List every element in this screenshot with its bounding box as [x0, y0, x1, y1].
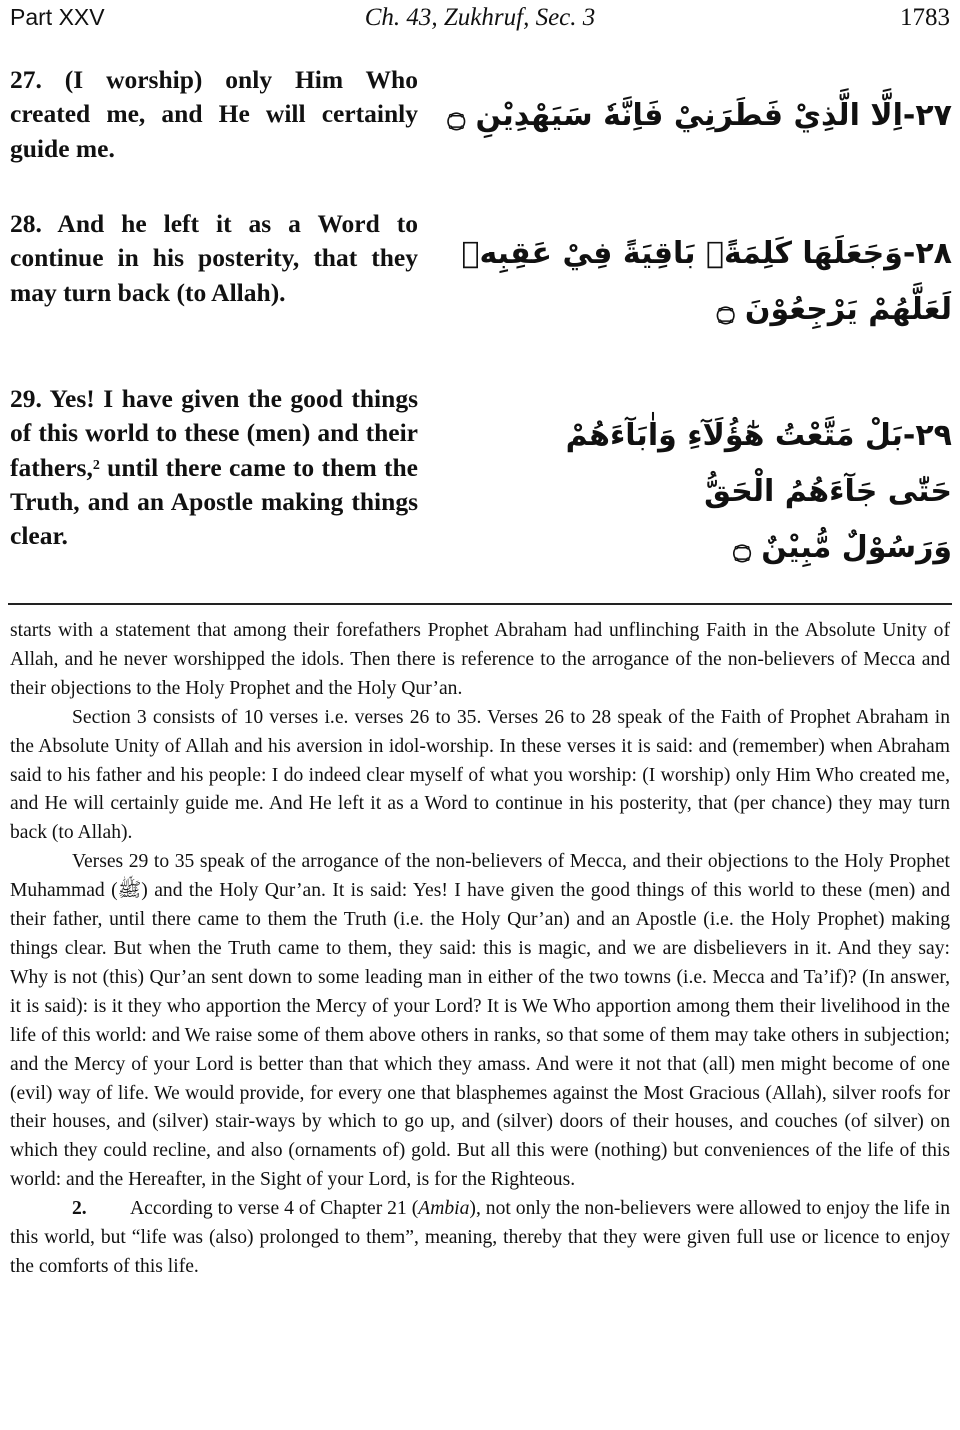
commentary-paragraph: starts with a statement that among their forefathers Prophet Abraham had unflinching Faith in the Absolute Unity of Allah, and he never worshipped the idols. Then there is reference to the arrogance of the non-believers of Mecca and their objections to the Holy Prophet and the Holy Qur’an.	[10, 620, 950, 699]
verse-28-arabic	[461, 226, 952, 338]
paragraph-text: ) and the Holy Qur’an. It is said: Yes! I have given the good things of this world to these (men) and their father, until there came to them the Truth (i.e. the Holy Qur’an) and an Apostle (i.e. the Holy Prophet) making things clear. But when the Truth came to them, they said: this is magic, and we are disbelievers in it. And they say: Why is not (this) Qur’an sent down to some leading man in either of the two towns (i.e. Mecca and Ta’if)? (In answer, it is said): is it they who apportion the Mercy of your Lord? It is We Who apportion among them their livelihood in the life of this world: and We raise some of them above others in ranks, so that some of them may take others in subjection; and the Mercy of your Lord is better than that which they amass. And were it not that (all) men might become of one (evil) way of life. We would provide, for every one that blasphemes against the Most Gracious (Allah), silver roofs for their houses, and (silver) stair-ways by which to go up, and (silver) doors of their houses, and couches (of silver) on which they could recline, and also (ornaments of) gold. But all this were (nothing) but conveniences of the life of this world: and the Hereafter, in the Sight of your Lord, is for the Righteous.	[10, 880, 950, 1191]
footnote-paragraph	[10, 1195, 950, 1282]
commentary-paragraph: Section 3 consists of 10 verses i.e. verses 26 to 35. Verses 26 to 28 speak of the Faith of Prophet Abraham in the Absolute Unity of Allah and his aversion in idol-worship. In these verses it is said: and (remember) when Abraham said to his father and his people: I do indeed clear myself of what you worship: (I worship) only Him Who created me, and He will certainly guide me. And He left it as a Word to continue in his posterity, that (per chance) they may turn back (to Allah).	[10, 706, 950, 844]
verse-29-translation	[10, 382, 418, 553]
commentary	[10, 617, 950, 1282]
page-header	[10, 4, 950, 34]
footnote-text: ), not only the non-believers were allowed to enjoy the life in this world, but “life was (also) prolonged to them”, meaning, thereby that they were given full use or licence to enjoy the comforts of this life.	[10, 1198, 950, 1277]
verse-28-translation: 28. And he left it as a Word to continue in his posterity, that they may turn back (to Allah).	[10, 209, 418, 307]
part-label: Part XXV	[10, 4, 105, 30]
arabic-line: وَرَسُوْلٌ مُّبِيْنٌ ۝	[733, 530, 952, 565]
arabic-line: ٢٨-وَجَعَلَهَا كَلِمَةًۢ بَاقِيَةً فِيْ عَقِبِهٖ	[461, 236, 952, 271]
salutation-symbol: ﷺ	[117, 880, 142, 902]
chapter-name-italic: Ambia	[418, 1198, 470, 1220]
footnote-text: According to verse 4 of Chapter 21 (	[130, 1198, 419, 1220]
footnote-marker: 2	[92, 457, 100, 473]
section-divider	[8, 603, 952, 605]
arabic-line: حَتّٰى جَآءَهُمُ الْحَقُّ	[704, 474, 952, 509]
arabic-line: ٢٧-اِلَّا الَّذِيْ فَطَرَنِيْ فَاِنَّهٗ سَيَهْدِيْنِ ۝	[447, 98, 952, 133]
chapter-title: Ch. 43, Zukhruf, Sec. 3	[364, 4, 596, 31]
paragraph-text: Verses 29 to 35 speak of the arrogance of the non-believers of Mecca, and their objections to the Holy Prophet Muhammad (	[10, 851, 950, 902]
page-number: 1783	[900, 4, 950, 31]
footnote-number: 2.	[72, 1198, 87, 1220]
verse-29-arabic	[532, 408, 952, 576]
arabic-line: لَعَلَّهُمْ يَرْجِعُوْنَ ۝	[716, 292, 952, 327]
verse-27-translation: 27. (I worship) only Him Who created me, and He will certainly guide me.	[10, 65, 418, 163]
verse-29-text-part2: until there came to them the Truth, and an Apostle making things clear.	[10, 452, 418, 551]
verse-27-arabic	[447, 88, 952, 144]
verse-29-text-part1: 29. Yes! I have given the good things of this world to these (men) and their fathers,	[10, 384, 418, 482]
arabic-line: ٢٩-بَلْ مَتَّعْتُ هٰٓؤُلَآءِ وَاٰبَآءَهُمْ	[565, 418, 952, 453]
commentary-paragraph	[10, 848, 950, 1195]
